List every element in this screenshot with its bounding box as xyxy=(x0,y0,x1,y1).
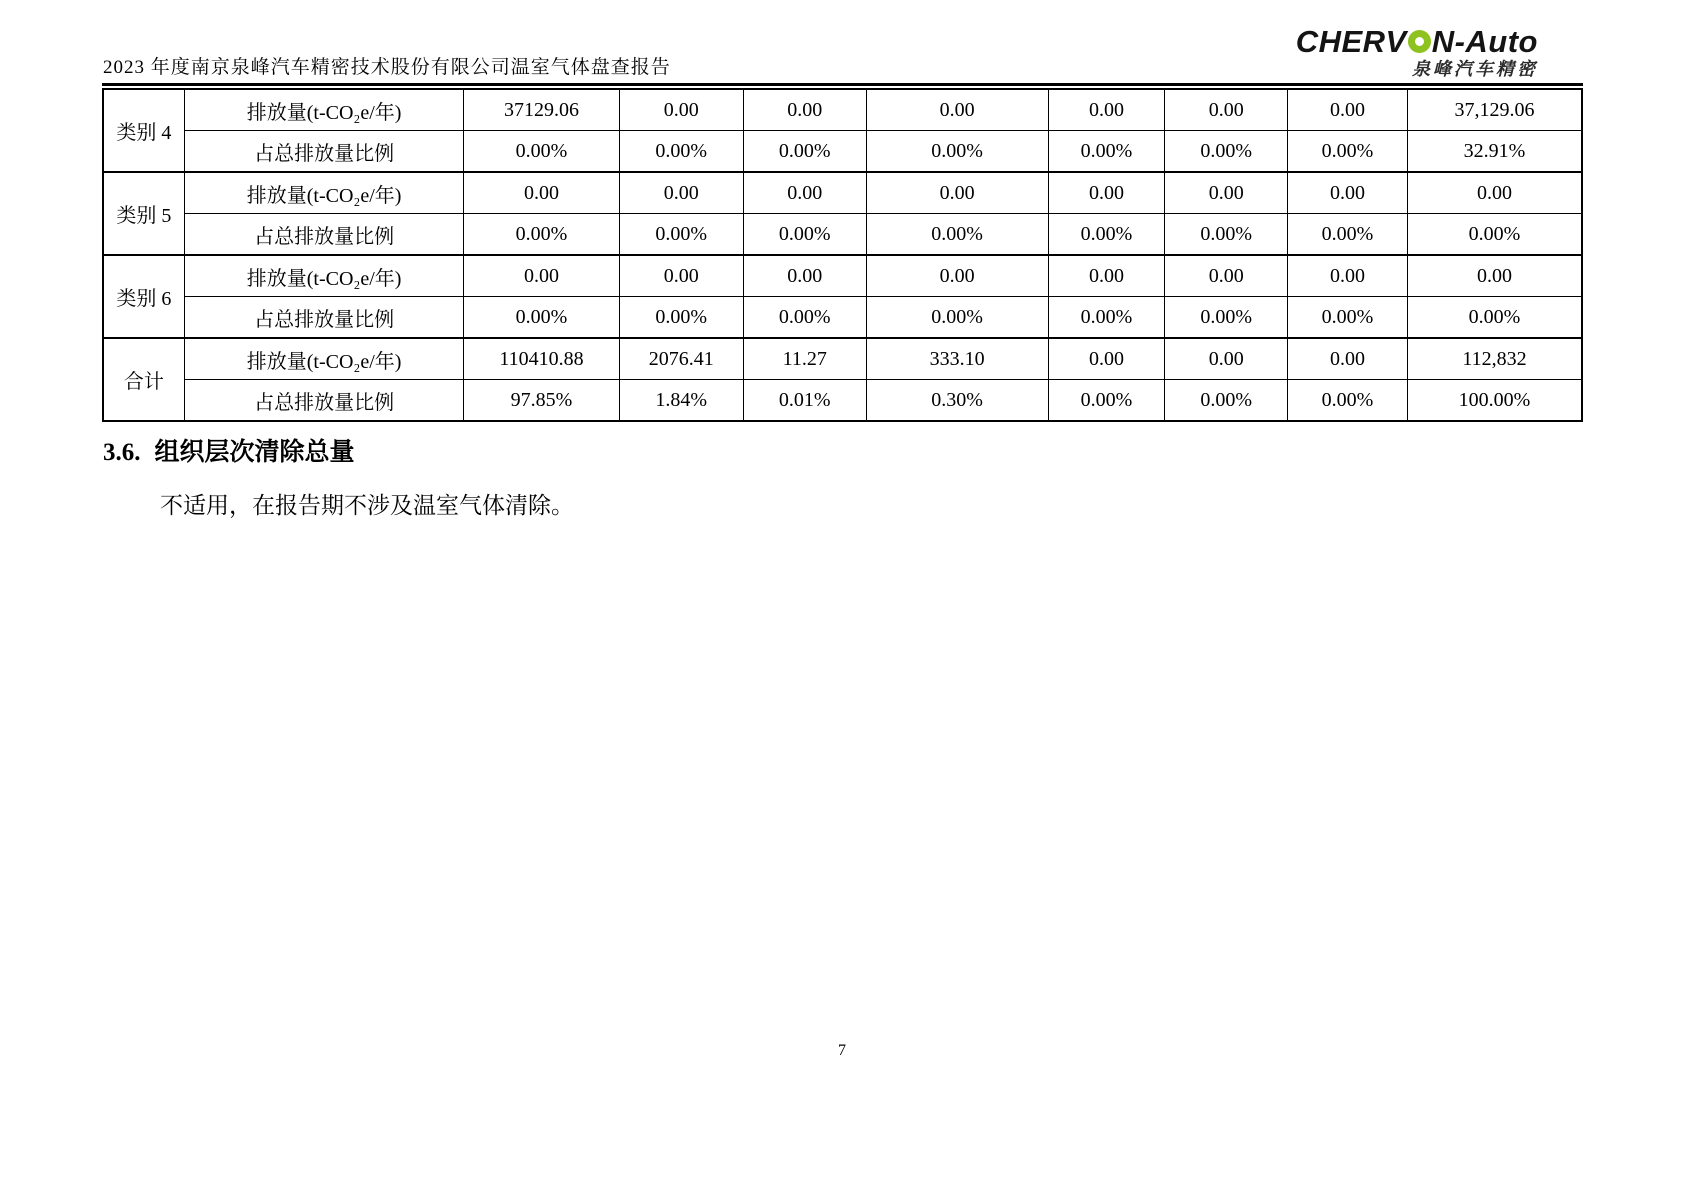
table-cell: 0.00 xyxy=(743,89,866,131)
table-cell: 0.00% xyxy=(1288,380,1408,422)
table-cell: 0.00% xyxy=(1048,380,1165,422)
table-cell: 0.00% xyxy=(1407,297,1582,339)
table-cell: 333.10 xyxy=(866,338,1048,380)
table-row xyxy=(103,89,1582,131)
metric-label: 排放量(t-CO₂e/年) xyxy=(184,255,464,297)
table-cell: 0.00 xyxy=(464,172,619,214)
table-cell: 0.00 xyxy=(1288,172,1408,214)
table-cell: 0.00 xyxy=(743,255,866,297)
table-cell: 32.91% xyxy=(1407,131,1582,173)
table-cell: 0.00% xyxy=(866,297,1048,339)
table-cell: 0.01% xyxy=(743,380,866,422)
table-cell: 0.00 xyxy=(1407,172,1582,214)
table-row xyxy=(103,214,1582,256)
section-number: 3.6. xyxy=(103,439,141,466)
table-cell: 0.00% xyxy=(1048,131,1165,173)
table-cell: 110410.88 xyxy=(464,338,619,380)
table-cell: 0.00% xyxy=(1288,297,1408,339)
table-cell: 0.00% xyxy=(1407,214,1582,256)
table-cell: 0.00 xyxy=(619,255,743,297)
page-number: 7 xyxy=(838,1042,846,1059)
metric-label: 占总排放量比例 xyxy=(184,214,464,256)
metric-label: 占总排放量比例 xyxy=(184,380,464,422)
table-cell: 100.00% xyxy=(1407,380,1582,422)
table-cell: 37,129.06 xyxy=(1407,89,1582,131)
table-cell: 97.85% xyxy=(464,380,619,422)
table-cell: 0.00% xyxy=(743,214,866,256)
table-cell: 0.00 xyxy=(866,255,1048,297)
table-cell: 0.00 xyxy=(1407,255,1582,297)
metric-label: 排放量(t-CO₂e/年) xyxy=(184,172,464,214)
logo-subtitle: 泉峰汽车精密 xyxy=(1412,58,1538,79)
table-cell: 0.00 xyxy=(1165,338,1288,380)
table-cell: 0.00% xyxy=(1288,214,1408,256)
report-header-title: 2023 年度南京泉峰汽车精密技术股份有限公司温室气体盘查报告 xyxy=(103,57,671,78)
metric-label: 排放量(t-CO₂e/年) xyxy=(184,89,464,131)
table-cell: 0.00 xyxy=(1165,255,1288,297)
table-cell: 0.00% xyxy=(1165,214,1288,256)
table-cell: 0.00% xyxy=(1048,297,1165,339)
header-divider xyxy=(102,83,1583,86)
table-cell: 0.00% xyxy=(464,297,619,339)
table-cell: 0.00% xyxy=(1165,380,1288,422)
table-cell: 0.00 xyxy=(1288,338,1408,380)
table-cell: 0.00 xyxy=(1048,338,1165,380)
table-row xyxy=(103,255,1582,297)
table-cell: 0.00% xyxy=(464,214,619,256)
table-cell: 0.00 xyxy=(1048,172,1165,214)
table-cell: 0.00% xyxy=(1288,131,1408,173)
table-cell: 0.00 xyxy=(1288,255,1408,297)
table-cell: 0.00% xyxy=(1165,297,1288,339)
section-body-text: 不适用，在报告期不涉及温室气体清除。 xyxy=(160,493,574,518)
table-cell: 0.00 xyxy=(1165,172,1288,214)
table-cell: 0.00 xyxy=(464,255,619,297)
table-cell: 0.00% xyxy=(743,131,866,173)
table-cell: 0.00 xyxy=(866,172,1048,214)
table-row xyxy=(103,338,1582,380)
table-cell: 0.00% xyxy=(464,131,619,173)
metric-label: 排放量(t-CO₂e/年) xyxy=(184,338,464,380)
row-group-label: 类别 4 xyxy=(103,89,184,172)
row-group-label: 类别 6 xyxy=(103,255,184,338)
table-cell: 0.00 xyxy=(866,89,1048,131)
table-row xyxy=(103,297,1582,339)
row-group-label: 类别 5 xyxy=(103,172,184,255)
table-cell: 2076.41 xyxy=(619,338,743,380)
table-cell: 0.00 xyxy=(619,89,743,131)
section-heading xyxy=(103,432,355,468)
table-cell: 37129.06 xyxy=(464,89,619,131)
table-cell: 0.00% xyxy=(619,131,743,173)
table-cell: 0.00% xyxy=(619,214,743,256)
chervon-auto-logo xyxy=(1296,26,1538,78)
table-cell: 0.00% xyxy=(866,131,1048,173)
table-cell: 0.00% xyxy=(619,297,743,339)
table-cell: 0.00 xyxy=(1048,255,1165,297)
row-group-label: 合计 xyxy=(103,338,184,421)
logo-brand-part1: CHERV xyxy=(1295,24,1407,59)
table-cell: 112,832 xyxy=(1407,338,1582,380)
logo-brand-part2: N-Auto xyxy=(1431,24,1538,59)
section-title: 组织层次清除总量 xyxy=(154,439,355,466)
table-cell: 0.00% xyxy=(1048,214,1165,256)
table-cell: 0.00 xyxy=(619,172,743,214)
table-cell: 0.00 xyxy=(743,172,866,214)
metric-label: 占总排放量比例 xyxy=(184,131,464,173)
table-cell: 0.00% xyxy=(1165,131,1288,173)
table-row xyxy=(103,172,1582,214)
table-row xyxy=(103,380,1582,422)
logo-brand-text xyxy=(1296,26,1538,59)
table-cell: 0.00 xyxy=(1048,89,1165,131)
table-cell: 11.27 xyxy=(743,338,866,380)
logo-o-ring-icon xyxy=(1408,30,1431,53)
table-cell: 0.30% xyxy=(866,380,1048,422)
table-cell: 1.84% xyxy=(619,380,743,422)
table-cell: 0.00% xyxy=(743,297,866,339)
table-row xyxy=(103,131,1582,173)
emissions-table xyxy=(102,88,1583,422)
table-cell: 0.00% xyxy=(866,214,1048,256)
table-cell: 0.00 xyxy=(1288,89,1408,131)
metric-label: 占总排放量比例 xyxy=(184,297,464,339)
table-cell: 0.00 xyxy=(1165,89,1288,131)
